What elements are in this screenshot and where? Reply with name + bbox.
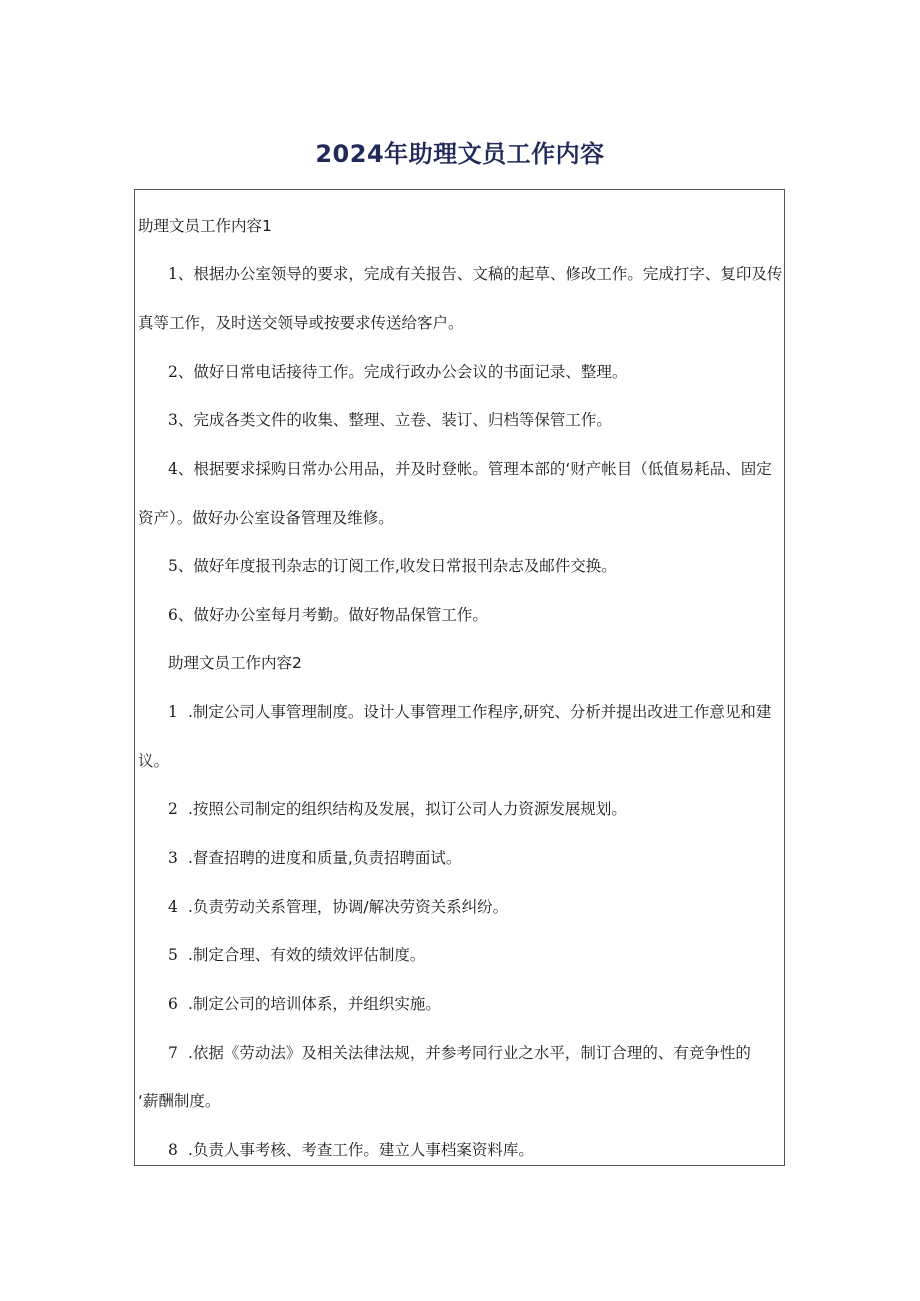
list-item (135, 1138, 785, 1162)
item-text: .依据《劳动法》及相关法律法规，并参考同行业之水平，制订合理的、有竞争性的 (188, 1044, 751, 1062)
item-number: 4 (168, 460, 178, 478)
item-number: 7 (168, 1044, 178, 1062)
list-item (135, 457, 785, 481)
list-item-continuation: ‘薪酬制度。 (138, 1092, 221, 1110)
item-number: 5 (168, 557, 178, 575)
item-number: 3 (168, 411, 178, 429)
item-number: 1 (168, 703, 178, 721)
list-item (135, 360, 785, 384)
item-number: 2 (168, 800, 178, 818)
list-item (135, 846, 785, 870)
item-number: 2 (168, 363, 178, 381)
item-text: .负责人事考核、考查工作。建立人事档案资料库。 (188, 1141, 534, 1159)
item-number: 6 (168, 606, 178, 624)
item-text: 、做好年度报刊杂志的订阅工作,收发日常报刊杂志及邮件交换。 (177, 557, 617, 575)
list-item (135, 1041, 785, 1065)
list-item-continuation: 议。 (138, 752, 170, 770)
item-number: 4 (168, 898, 178, 916)
list-item (135, 797, 785, 821)
item-text: 、根据要求採购日常办公用品，并及时登帐。管理本部的‘财产帐目（低值易耗品、固定 (177, 460, 772, 478)
list-item (135, 408, 785, 432)
item-text: .按照公司制定的组织结构及发展，拟订公司人力资源发展规划。 (188, 800, 627, 818)
section-heading: 助理文员工作内容2 (168, 654, 302, 672)
section-heading: 助理文员工作内容1 (138, 217, 272, 235)
list-item (135, 943, 785, 967)
content-box (134, 189, 785, 1166)
list-item (135, 895, 785, 919)
item-text: 、做好日常电话接待工作。完成行政办公会议的书面记录、整理。 (177, 363, 628, 381)
page-title: 2024年助理文员工作内容 (315, 140, 605, 168)
list-item (135, 603, 785, 627)
list-item (135, 992, 785, 1016)
list-item (135, 262, 785, 286)
item-text: 、完成各类文件的收集、整理、立卷、装订、归档等保管工作。 (177, 411, 612, 429)
item-number: 3 (168, 849, 178, 867)
item-number: 6 (168, 995, 178, 1013)
item-number: 5 (168, 946, 178, 964)
item-text: .制定合理、有效的绩效评估制度。 (188, 946, 426, 964)
item-text: .制定公司的培训体系，并组织实施。 (188, 995, 441, 1013)
list-item (135, 554, 785, 578)
item-number: 1 (168, 265, 178, 283)
item-text: 、根据办公室领导的要求，完成有关报告、文稿的起草、修改工作。完成打字、复印及传 (177, 265, 783, 283)
list-item-continuation: 真等工作，及时送交领导或按要求传送给客户。 (138, 314, 464, 332)
item-text: 、做好办公室每月考勤。做好物品保管工作。 (177, 606, 488, 624)
item-text: .制定公司人事管理制度。设计人事管理工作程序,研究、分析并提出改进工作意见和建 (188, 703, 772, 721)
item-number: 8 (168, 1141, 178, 1159)
item-text: .负责劳动关系管理，协调/解决劳资关系纠纷。 (188, 898, 509, 916)
item-text: .督查招聘的进度和质量,负责招聘面试。 (188, 849, 462, 867)
list-item (135, 700, 785, 724)
list-item-continuation: 资产）。做好办公室设备管理及维修。 (138, 509, 394, 527)
